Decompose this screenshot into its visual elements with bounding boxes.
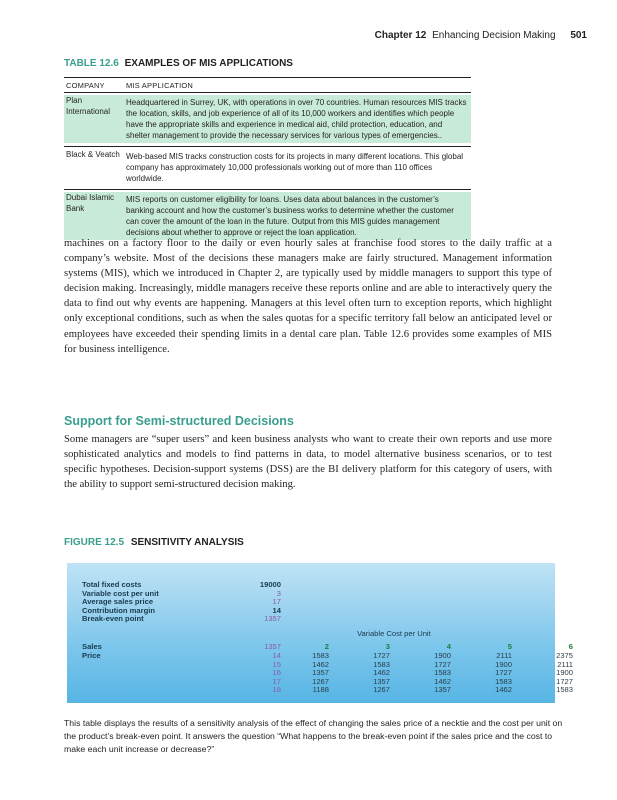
cost-column-header: 5 xyxy=(507,642,512,651)
break-even-cell: 1267 xyxy=(373,685,390,694)
figure-number: FIGURE 12.5 xyxy=(64,537,125,548)
chapter-label: Chapter 12 xyxy=(374,30,427,41)
break-even-cell: 1462 xyxy=(434,676,451,686)
break-even-cell: 2111 xyxy=(557,659,573,669)
cost-column-header: 6 xyxy=(568,642,573,651)
contribution-margin-value: 14 xyxy=(272,605,281,615)
chapter-subtitle: Enhancing Decision Making xyxy=(432,30,556,41)
figure-title-text: SENSITIVITY ANALYSIS xyxy=(130,537,244,548)
break-even-cell: 1357 xyxy=(434,685,451,694)
running-header xyxy=(375,30,587,41)
price-row-label: 17 xyxy=(272,676,281,686)
break-even-cell: 1727 xyxy=(495,668,512,677)
break-even-cell: 1462 xyxy=(373,668,390,677)
company-name-line: Bank xyxy=(66,204,85,213)
price-row-label: 14 xyxy=(272,651,281,660)
corner-break-even-value: 1357 xyxy=(264,642,281,651)
break-even-cell: 1188 xyxy=(312,685,329,694)
company-cell xyxy=(64,149,122,186)
table-row xyxy=(64,147,471,189)
break-even-cell: 1727 xyxy=(373,651,390,660)
company-cell xyxy=(64,192,122,240)
price-row-label: 18 xyxy=(272,685,281,694)
break-even-cell: 2375 xyxy=(556,651,573,660)
table-title-text: EXAMPLES OF MIS APPLICATIONS xyxy=(124,58,293,69)
table-number: TABLE 12.6 xyxy=(64,58,119,69)
variable-cost-header: Variable Cost per Unit xyxy=(357,629,431,638)
break-even-cell: 1583 xyxy=(373,659,390,669)
break-even-point-label: Break-even point xyxy=(82,614,144,623)
price-row-label: 15 xyxy=(272,659,281,669)
application-cell: MIS reports on customer eligibility for loans. Uses data about balances in the customer’s banking account and how the customer’s business works to determine whether the customer can cover the amount of the loan in the future. Output from this MIS guides management decisions about whether to approve or reject the loan application. xyxy=(122,192,471,240)
average-sales-price-value: 17 xyxy=(272,597,281,606)
contribution-margin-label: Contribution margin xyxy=(82,605,155,615)
table-title xyxy=(64,58,293,69)
application-cell: Web-based MIS tracks construction costs for its projects in many different locations. This global company has approximately 10,000 professionals working out of more than 110 offices worldwide. xyxy=(126,152,464,183)
break-even-cell: 1357 xyxy=(312,668,329,677)
break-even-cell: 2111 xyxy=(496,651,512,660)
break-even-cell: 1583 xyxy=(495,676,512,686)
column-header-mis-application: MIS APPLICATION xyxy=(126,80,194,90)
average-sales-price-label: Average sales price xyxy=(82,597,154,606)
company-name-line: Plan xyxy=(66,96,83,105)
section-heading: Support for Semi-structured Decisions xyxy=(64,414,294,428)
page-number: 501 xyxy=(570,30,587,41)
break-even-cell: 1267 xyxy=(312,676,329,686)
figure-caption: This table displays the results of a sensitivity analysis of the effect of changing the sales price of a necktie and the cost per unit on the product’s break-even point. It answers the question “What happens to the break-even point if the sales price and the cost to make each unit increase or decrease?” xyxy=(64,718,563,755)
break-even-cell: 1900 xyxy=(434,651,451,660)
break-even-cell: 1727 xyxy=(434,659,451,669)
break-even-cell: 1357 xyxy=(373,676,390,686)
break-even-cell: 1583 xyxy=(434,668,451,677)
column-header-company: COMPANY xyxy=(66,80,105,90)
break-even-cell: 1900 xyxy=(495,659,512,669)
cost-column-header: 3 xyxy=(385,642,390,651)
variable-cost-value: 3 xyxy=(276,588,281,598)
break-even-cell: 1900 xyxy=(556,668,573,677)
table-row xyxy=(64,93,471,146)
break-even-cell: 1727 xyxy=(556,676,573,686)
table-header-row xyxy=(64,78,471,93)
company-name-line: Black & Veatch xyxy=(66,150,120,159)
break-even-cell: 1462 xyxy=(495,685,512,694)
break-even-cell: 1583 xyxy=(312,651,329,660)
sensitivity-analysis-figure xyxy=(67,563,573,703)
company-name-line: Dubai Islamic xyxy=(66,193,115,202)
price-row-label: 16 xyxy=(272,668,281,677)
company-name-line: International xyxy=(66,107,111,116)
break-even-cell: 1462 xyxy=(312,659,329,669)
body-paragraph: machines on a factory floor to the daily or even hourly sales at franchise food stores to the daily traffic at a company’s website. Most of the decisions these managers make are fairly structured. Management information systems (MIS), which we introduced in Chapter 2, are typically used by middle managers to support this type of decision making. Increasingly, middle managers receive these reports online and are able to interactively query the data to find out why events are happening. Managers at this level often turn to exception reports, which highlight only exceptional conditions, such as when the sales quotas for a specific territory fall below an anticipated level or employees have exceeded their spending limits in a dental care plan. Table 12.6 provides some examples of MIS for business intelligence. xyxy=(64,238,552,355)
variable-cost-label: Variable cost per unit xyxy=(82,588,159,598)
total-fixed-costs-value: 19000 xyxy=(259,580,281,589)
price-label: Price xyxy=(82,651,101,660)
application-cell: Headquartered in Surrey, UK, with operations in over 70 countries. Human resources MIS tracks the location, skills, and job experience of all of its 10,000 workers and identifies which people have the appropriate skills and experience in medical aid, child protection, education, and shelter management to provide the necessary services for various types of emergencies.. xyxy=(122,95,471,143)
figure-title xyxy=(64,537,244,548)
break-even-point-value: 1357 xyxy=(264,614,281,623)
total-fixed-costs-label: Total fixed costs xyxy=(82,580,142,589)
company-cell xyxy=(64,95,122,143)
mis-applications-table xyxy=(64,77,471,243)
cost-column-header: 4 xyxy=(446,642,451,651)
sales-label: Sales xyxy=(82,642,102,651)
body-paragraph: Some managers are “super users” and keen business analysts who want to create their own reports and use more sophisticated analytics and models to find patterns in data, to model alternative business scenarios, or to test specific hypotheses. Decision-support systems (DSS) are the BI delivery platform for this category of users, with the ability to support semi-structured decision making. xyxy=(64,434,552,491)
break-even-cell: 1583 xyxy=(556,685,573,694)
cost-column-header: 2 xyxy=(324,642,329,651)
